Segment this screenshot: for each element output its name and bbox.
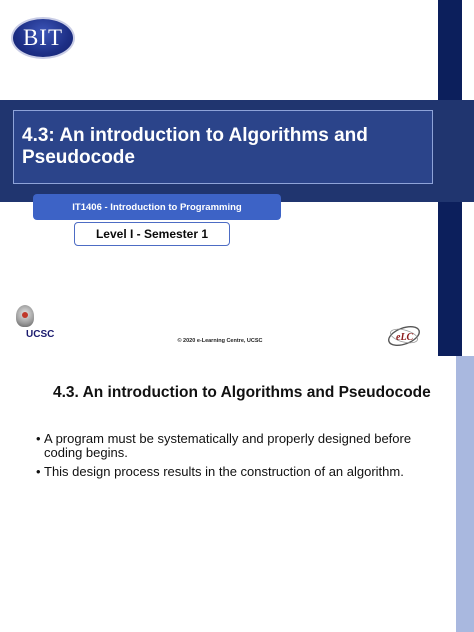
ucsc-logo-text: UCSC [26, 329, 55, 340]
bit-logo-text: BIT [22, 25, 64, 50]
course-label: IT1406 - Introduction to Programming [33, 194, 281, 220]
title-band [0, 100, 474, 202]
bullet-item: • This design process results in the construction of an algorithm. [36, 465, 416, 479]
bit-logo [11, 17, 75, 59]
content-slide [0, 356, 474, 632]
content-heading: 4.3. An introduction to Algorithms and Pseudocode [53, 384, 431, 401]
bullet-item: • A program must be systematically and properly designed before coding begins. [36, 432, 416, 460]
copyright-text: © 2020 e-Learning Centre, UCSC [177, 338, 263, 344]
elc-logo-icon [386, 323, 422, 349]
slide-title: 4.3: An introduction to Algorithms and Pseudocode [22, 125, 368, 168]
level-label: Level I - Semester 1 [74, 222, 230, 246]
title-box [13, 110, 433, 184]
bullet-list [36, 432, 416, 484]
right-accent-bar-light [456, 356, 474, 632]
ucsc-logo-icon [14, 305, 58, 347]
elc-logo-text: eLC [396, 332, 414, 343]
ucsc-emblem-icon [16, 305, 34, 327]
